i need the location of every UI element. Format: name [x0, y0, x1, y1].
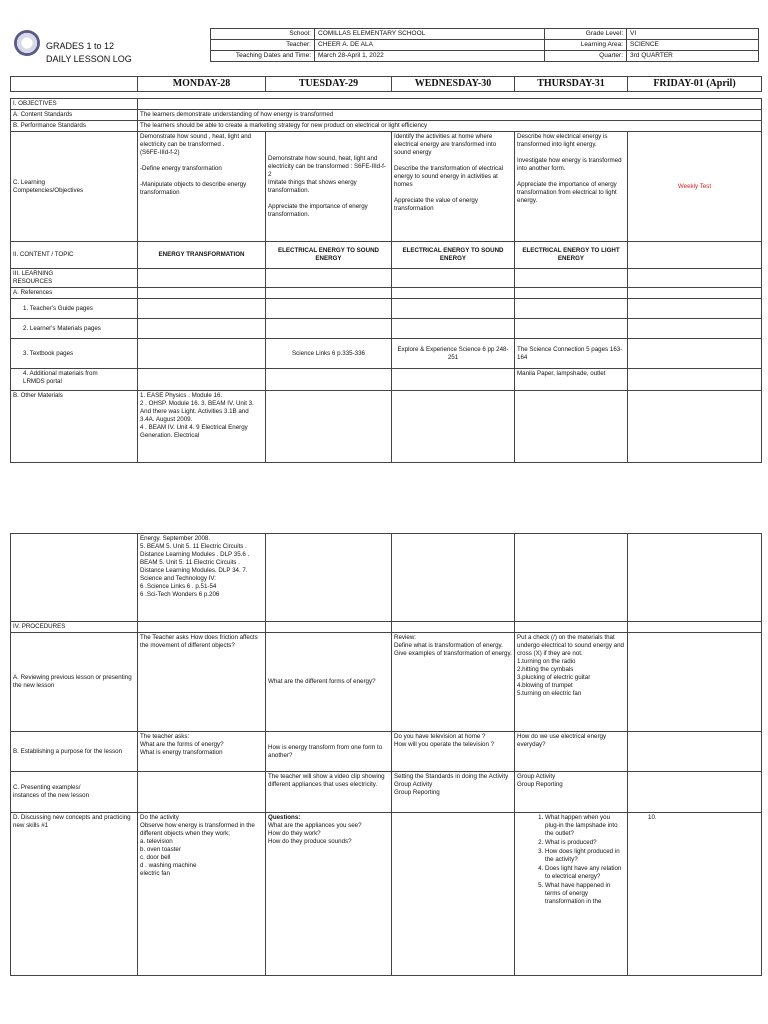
teaching-dates-label: Teaching Dates and Time:	[211, 51, 315, 62]
school-label: School:	[211, 29, 315, 40]
title-line-2: DAILY LESSON LOG	[46, 54, 132, 64]
presenting-tuesday: The teacher will show a video clip showing different appliances that uses electricity.	[266, 772, 392, 813]
questions-list: What are the appliances you see? How do they work? How do they produce sounds?	[268, 822, 362, 845]
day-tuesday: TUESDAY-29	[266, 77, 392, 92]
reviewing-thursday: Put a check (/) on the materials that undergo electrical to sound energy and cross (X) if they are not. 1.turning on the radio 2.hitting the cymbals 3.plucking of electric guitar 4.blowing of trumpet 5.turning on electric fan	[515, 633, 628, 732]
purpose-tuesday: How is energy transform from one form to another?	[266, 732, 392, 772]
textbook-pages-label: 3. Textbook pages	[11, 339, 138, 369]
competencies-tuesday: Demonstrate how sound, heat, light and electricity can be transformed : S6FE-IIId-f-2 Imitate things that shows energy transformation. Appreciate the importance of energy transformation.	[266, 132, 392, 242]
reviewing-lesson-label: A. Reviewing previous lesson or presenting the new lesson	[11, 633, 138, 732]
content-topic-tuesday: ELECTRICAL ENERGY TO SOUND ENERGY	[266, 242, 392, 269]
purpose-monday: The teacher asks: What are the forms of energy? What is energy transformation	[138, 732, 266, 772]
day-wednesday: WEDNESDAY-30	[392, 77, 515, 92]
discussing-thursday	[515, 813, 628, 976]
content-topic-monday: ENERGY TRANSFORMATION	[138, 242, 266, 269]
reviewing-monday: The Teacher asks How does friction affects the movement of different objects?	[138, 633, 266, 732]
learners-materials-label: 2. Learner's Materials pages	[11, 319, 138, 339]
additional-materials-thursday: Manila Paper, lampshade, outlet	[515, 369, 628, 391]
grade-level-label: Grade Level:	[545, 29, 627, 40]
competencies-thursday: Describe how electrical energy is transformed into light energy. Investigate how energy is transformed into another form. Appreciate the importance of energy transformation from electrical to light energy.	[515, 132, 628, 242]
thursday-questions-list	[517, 814, 625, 906]
content-standards-value: The learners demonstrate understanding of how energy is transformed	[138, 110, 762, 121]
content-standards-label: A. Content Standards	[11, 110, 138, 121]
purpose-thursday: How do we use electrical energy everyday?	[515, 732, 628, 772]
discussing-concepts-label: D. Discussing new concepts and practicing new skills #1	[11, 813, 138, 976]
list-item: 1. What happen when you plug-in the lampshade into the outlet?	[545, 814, 625, 838]
day-friday: FRIDAY-01 (April)	[628, 77, 762, 92]
performance-standards-label: B. Performance Standards	[11, 121, 138, 132]
lesson-log-table-page-2	[10, 533, 762, 976]
reviewing-wednesday: Review: Define what is transformation of energy. Give examples of transformation of energy.	[392, 633, 515, 732]
day-thursday: THURSDAY-31	[515, 77, 628, 92]
discussing-tuesday	[266, 813, 392, 976]
competencies-wednesday: Identify the activities at home where electrical energy are transformed into sound energy Describe the transformation of electrical energy to sound energy in activities at homes Appreciate the value of energy transformation	[392, 132, 515, 242]
textbook-wednesday: Explore & Experience Science 6 pp 248-251	[392, 339, 515, 369]
learning-area-label: Learning Area:	[545, 40, 627, 51]
teaching-dates-value: March 28-April 1, 2022	[315, 51, 545, 62]
document-title	[10, 28, 210, 68]
presenting-examples-label: C. Presenting examples/ instances of the new lesson	[11, 772, 138, 813]
textbook-tuesday: Science Links 6 p.335-336	[266, 339, 392, 369]
day-header-row	[10, 76, 762, 92]
objectives-heading: I. OBJECTIVES	[11, 99, 138, 110]
content-topic-friday	[628, 242, 762, 269]
content-topic-thursday: ELECTRICAL ENERGY TO LIGHT ENERGY	[515, 242, 628, 269]
list-item: 3. How does light produced in the activity?	[545, 848, 625, 864]
learning-area-value: SCIENCE	[627, 40, 759, 51]
list-item: 5. What have happened in terms of energy transformation in the	[545, 882, 625, 906]
other-materials-monday-part2: Energy. September 2008. 5. BEAM 5. Unit 5. 11 Electric Circuits . Distance Learning Modules . DLP 35.6 . BEAM 5. Unit 5. 11 Electric Circuits . Distance Learning Modules. DLP 34. 7. Science and Technology IV: 6 .Science Links 6 . p.51-54 6 .Sci-Tech Wonders 6 p.206	[138, 534, 266, 622]
presenting-wednesday: Setting the Standards in doing the Activity Group Activity Group Reporting	[392, 772, 515, 813]
references-label: A. References	[11, 288, 138, 299]
discussing-monday: Do the activity Observe how energy is transformed in the different objects when they work; a. television b. oven toaster c. door bell d . washing machine electric fan	[138, 813, 266, 976]
teachers-guide-label: 1. Teacher's Guide pages	[11, 299, 138, 319]
lesson-log-table-page-1	[10, 98, 762, 463]
competencies-friday: Weekly Test	[628, 132, 762, 242]
purpose-label: B. Establishing a purpose for the lesson	[11, 732, 138, 772]
performance-standards-value: The learners should be able to create a marketing strategy for new product on electrical or light efficiency	[138, 121, 762, 132]
day-monday: MONDAY-28	[138, 77, 266, 92]
grade-level-value: VI	[627, 29, 759, 40]
additional-materials-label: 4. Additional materials from LRMDS portal	[11, 369, 138, 391]
competencies-monday: Demonstrate how sound , heat, light and electricity can be transformed . (S6FE-IIId-f-2) -Define energy transformation -Manipulate objects to describe energy transformation	[138, 132, 266, 242]
list-item: 2. What is produced?	[545, 839, 625, 847]
presenting-thursday: Group Activity Group Reporting	[515, 772, 628, 813]
discussing-friday: 10.	[628, 813, 762, 976]
competencies-label: C. Learning Competencies/Objectives	[11, 132, 138, 242]
teacher-value: CHEER A. DE ALA	[315, 40, 545, 51]
learning-resources-label: III. LEARNING RESOURCES	[11, 269, 138, 288]
questions-heading: Questions:	[268, 814, 301, 821]
quarter-label: Quarter:	[545, 51, 627, 62]
procedures-heading: IV. PROCEDURES	[11, 622, 138, 633]
other-materials-monday-part1: 1. EASE Physics . Module 16. 2 . OHSP. Module 16. 3. BEAM IV. Unit 3. And there was Light. Activities 3.1B and 3.4A. August 2009. 4 . BEAM IV. Unit 4. 9 Electrical Energy Generation. Electrical	[138, 391, 266, 463]
content-topic-label: II. CONTENT / TOPIC	[11, 242, 138, 269]
objectives-blank	[138, 99, 762, 110]
teacher-label: Teacher:	[211, 40, 315, 51]
title-line-1: GRADES 1 to 12	[46, 41, 115, 51]
purpose-wednesday: Do you have television at home ? How will you operate the television ?	[392, 732, 515, 772]
content-topic-wednesday: ELECTRICAL ENERGY TO SOUND ENERGY	[392, 242, 515, 269]
quarter-value: 3rd QUARTER	[627, 51, 759, 62]
list-item: 4. Does light have any relation to electrical energy?	[545, 865, 625, 881]
header-info-table	[210, 28, 759, 62]
reviewing-tuesday: What are the different forms of energy?	[266, 633, 392, 732]
day-header-blank	[11, 77, 138, 92]
textbook-thursday: The Science Connection 5 pages 163-164	[515, 339, 628, 369]
other-materials-label: B. Other Materials	[11, 391, 138, 463]
school-value: COMILLAS ELEMENTARY SCHOOL	[315, 29, 545, 40]
